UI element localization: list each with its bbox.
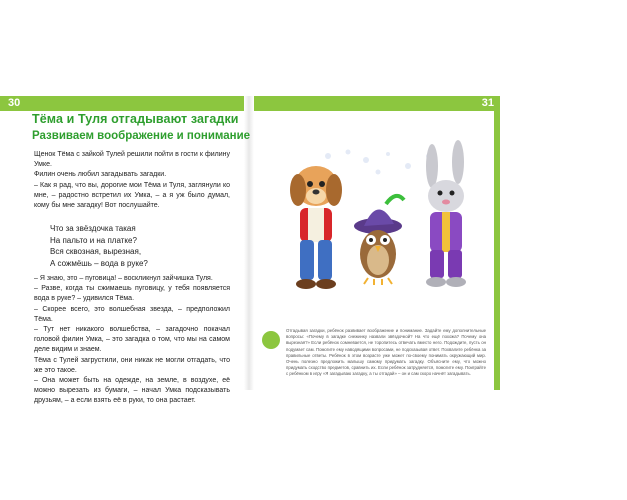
riddle-poem xyxy=(50,223,148,269)
paragraph: – Разве, когда ты сжимаешь пуговицу, у тебя появляется вода в руке? – удивился Тёма. xyxy=(34,285,230,303)
paragraph: – Тут нет никакого волшебства, – загадочно покачал головой филин Умка, – это загадка о том, что мы на самом деле видим и знаем. xyxy=(34,326,230,354)
parent-note: Отгадывая загадки, ребёнок развивает воображение и понимание. Задайте ему дополнительные вопросы: «Почему в загадке снежинку назвали звёздочкой? На что ещё похожа? Почему она вырезная?» Если ребёнок сомневается, не торопитесь отвечать вместо него. Подождите, пусть он подумает сам. Помогите ему наводящими вопросами, не подсказывая ответ. Похвалите ребёнка за правильные ответы. Ребёнок в этом возрасте уже может по-своему понимать окружающий мир. Очень полезно предложить малышу самому придумать загадку. Объясните ему, что можно придумать сходство предметов, сравнить их. Если ребёнок затрудняется, помогите ему. Поиграйте с ребёнком в игру «Я загадываю загадку, а ты отгадай» – он и сам скоро начнёт загадывать. xyxy=(286,328,486,377)
running-head: Развиваем воображение и понимание xyxy=(584,99,627,120)
paragraph: – Она может быть на одежде, на земле, в воздухе, её можно вырезать из бумаги, – начал Умка подсказывать друзьям, – а если взять её в руки, то она растает. xyxy=(34,377,230,405)
poem-line: Что за звёздочка такая xyxy=(50,224,136,233)
page-subtitle: Развиваем воображение и понимание xyxy=(32,130,251,142)
intro-text xyxy=(34,150,230,211)
rabbit-tulya xyxy=(426,140,466,287)
book-spread xyxy=(0,96,627,405)
story-text xyxy=(34,274,230,407)
paragraph: – Скорее всего, это волшебная звезда, – предположил Тёма. xyxy=(34,305,230,323)
right-page-number: 31 xyxy=(481,97,494,109)
paragraph: Щенок Тёма с зайкой Тулей решили пойти в гости к филину Умке. xyxy=(34,151,230,169)
poem-line: На пальто и на платке? xyxy=(50,235,137,245)
left-page-number: 30 xyxy=(8,97,21,109)
characters-illustration xyxy=(268,146,488,306)
paragraph: – Я знаю, это – пуговица! – воскликнул зайчишка Туля. xyxy=(34,275,213,282)
left-page-header-band xyxy=(0,96,244,111)
page-title: Тёма и Туля отгадывают загадки xyxy=(32,112,239,126)
page-edge-stripe xyxy=(494,111,500,390)
paragraph: – Как я рад, что вы, дорогие мои Тёма и Туля, заглянули ко мне, – радостно встретил их Умка, – а я уж было думал, кому бы мне загадку! Вот послушайте. xyxy=(34,181,230,210)
right-page-header-band xyxy=(254,96,627,120)
puppy-tema xyxy=(290,166,342,289)
pencil-cup-icon xyxy=(262,331,280,349)
poem-line: А сожмёшь – вода в руке? xyxy=(50,258,148,268)
owl-umka xyxy=(354,196,404,285)
paragraph: Филин очень любил загадывать загадки. xyxy=(34,171,167,179)
poem-line: Вся сквозная, вырезная, xyxy=(50,247,142,256)
paragraph: Тёма с Тулей загрустили, они никак не могли отгадать, что же это такое. xyxy=(34,356,230,374)
